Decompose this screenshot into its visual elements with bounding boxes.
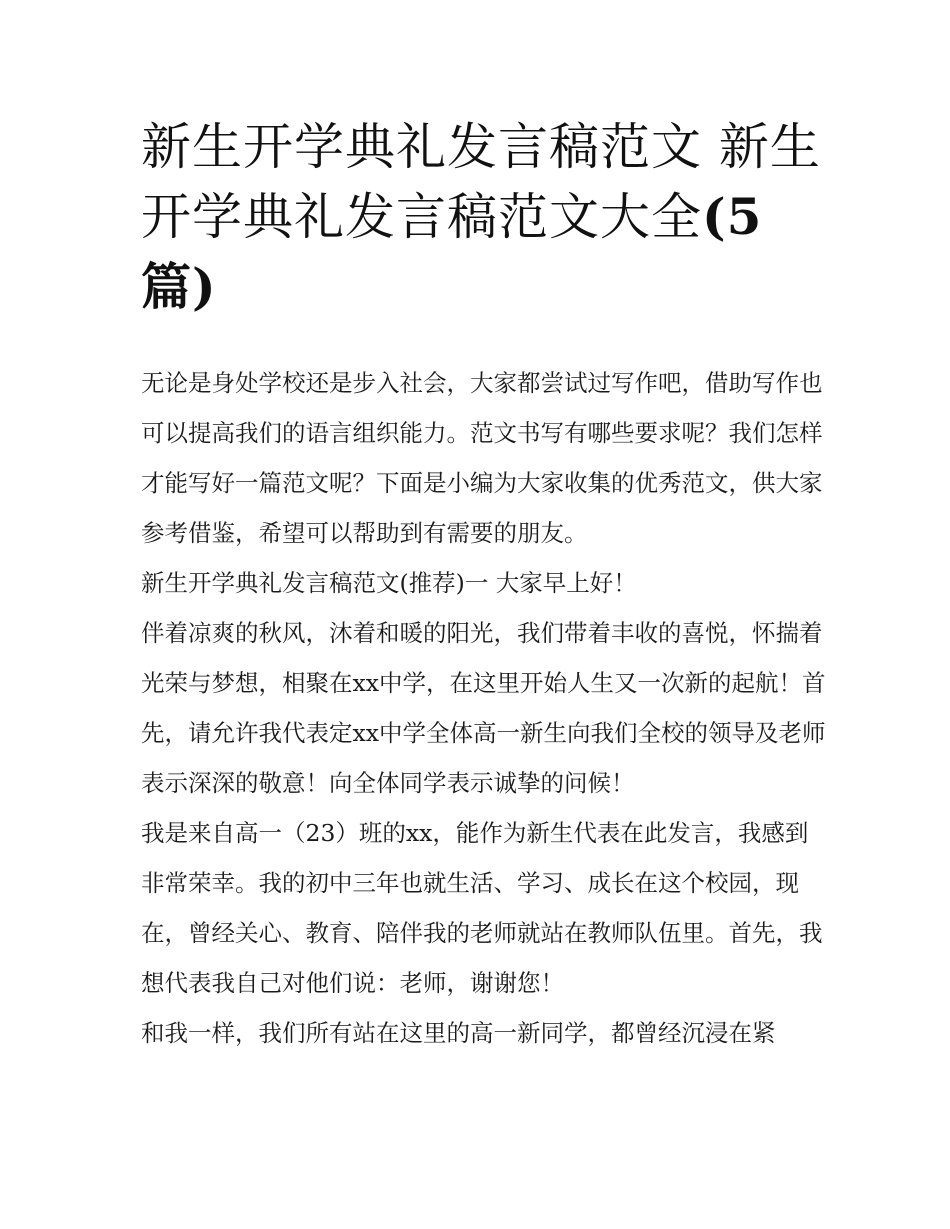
title-count-open: (5 (702, 187, 763, 246)
intro-paragraph: 无论是身处学校还是步入社会，大家都尝试过写作吧，借助写作也可以提高我们的语言组织能力。范文书写有哪些要求呢？我们怎样才能写好一篇范文呢？下面是小编为大家收集的优秀范文，供大家参考借鉴，希望可以帮助到有需要的朋友。 (141, 369, 823, 547)
title-count-close: 篇) (141, 257, 217, 316)
title-text: 新生开学典礼发言稿范文 新生开学典礼发言稿范文大全 (141, 118, 821, 246)
speech-paragraph-3: 和我一样，我们所有站在这里的高一新同学，都曾经沉浸在紧 (141, 1019, 776, 1047)
speech-paragraph-2: 我是来自高一（23）班的xx，能作为新生代表在此发言，我感到非常荣幸。我的初中三年也就生活、学习、成长在这个校园，现在，曾经关心、教育、陪伴我的老师就站在教师队伍里。首先，我想代表我自己对他们说：老师，谢谢您！ (141, 819, 823, 997)
speech-paragraph-1: 伴着凉爽的秋风，沐着和暖的阳光，我们带着丰收的喜悦，怀揣着光荣与梦想，相聚在xx中学，在这里开始人生又一次新的起航！首先，请允许我代表定xx中学全体高一新生向我们全校的领导及老师表示深深的敬意！向全体同学表示诚挚的问候！ (141, 619, 826, 797)
document-body (141, 358, 831, 1058)
document-title (141, 112, 821, 322)
speech-heading: 新生开学典礼发言稿范文(推荐)一 大家早上好！ (141, 569, 637, 597)
